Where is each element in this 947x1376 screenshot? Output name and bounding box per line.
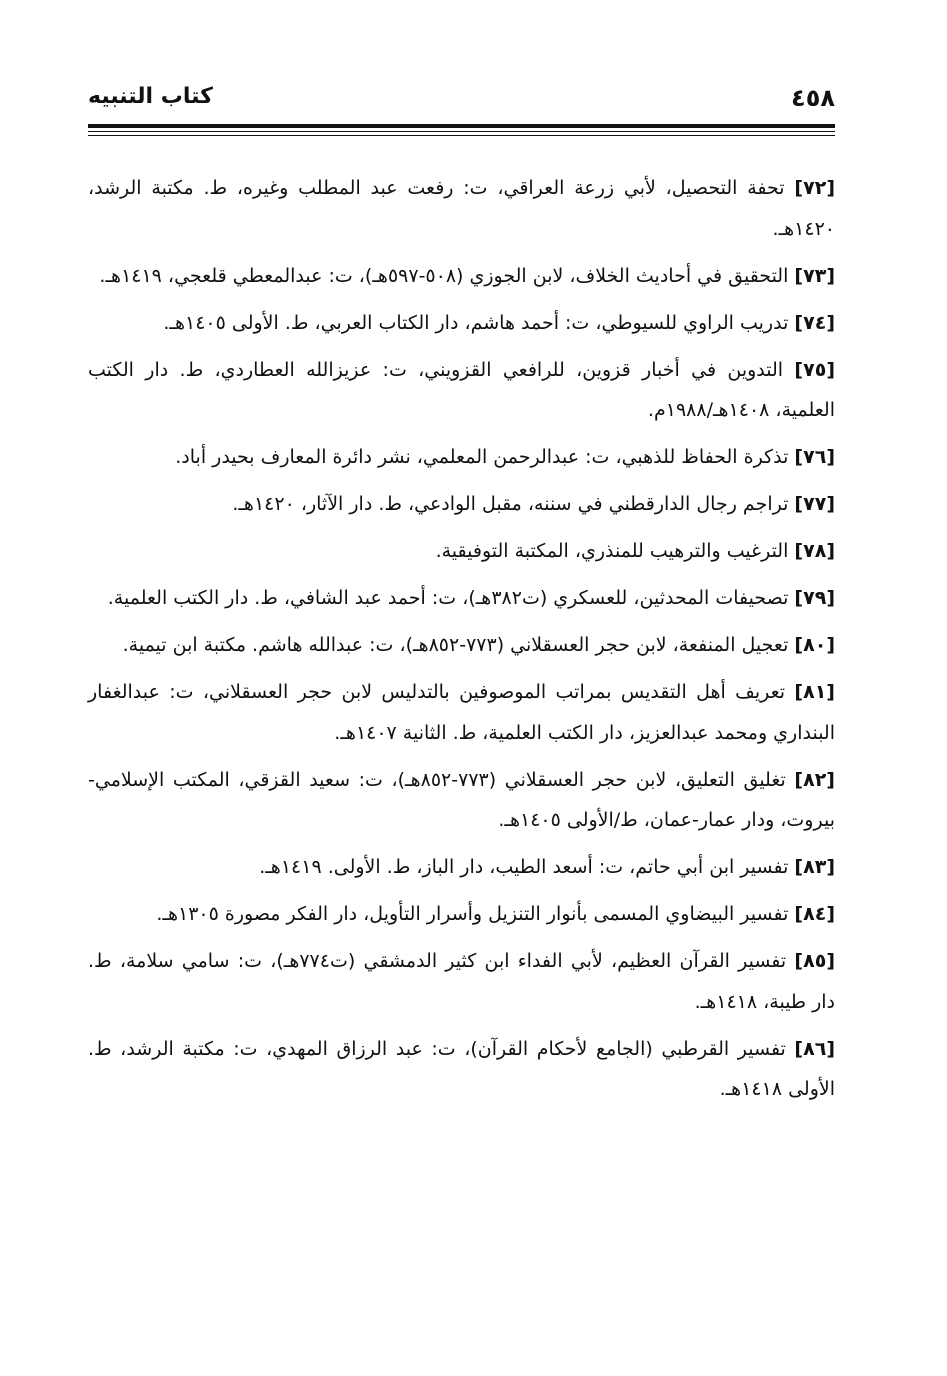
reference-entry: [88, 760, 835, 841]
reference-text: تذكرة الحفاظ للذهبي، ت: عبدالرحمن المعلمي، نشر دائرة المعارف بحيدر أباد.: [175, 446, 789, 468]
reference-number: [٨٤]: [794, 903, 835, 925]
reference-entry: [88, 256, 835, 297]
reference-number: [٧٨]: [794, 540, 835, 562]
reference-entry: [88, 484, 835, 525]
reference-number: [٧٥]: [794, 358, 835, 381]
reference-number: [٧٩]: [794, 587, 835, 609]
reference-text: تصحيفات المحدثين، للعسكري (ت٣٨٢هـ)، ت: أحمد عبد الشافي، ط. دار الكتب العلمية.: [107, 587, 789, 609]
reference-number: [٨١]: [794, 681, 835, 703]
reference-number: [٨٦]: [794, 1037, 835, 1060]
reference-number: [٧٣]: [794, 264, 835, 287]
reference-text: تغليق التعليق، لابن حجر العسقلاني (٧٧٣-٨٥٢هـ)، ت: سعيد القزقي، المكتب الإسلامي-بيروت، ودار عمار-عمان، ط/الأولى ١٤٠٥هـ.: [88, 768, 835, 831]
reference-entry: [88, 437, 835, 478]
reference-number: [٧٦]: [794, 446, 835, 468]
page-number: ٤٥٨: [791, 84, 835, 112]
reference-entry: [88, 578, 835, 619]
reference-number: [٧٤]: [794, 311, 835, 334]
header-rule-thin: [88, 131, 835, 132]
header-rule-thin: [88, 135, 835, 136]
header-rule-thick: [88, 124, 835, 128]
reference-text: تفسير البيضاوي المسمى بأنوار التنزيل وأسرار التأويل، دار الفكر مصورة ١٣٠٥هـ.: [156, 903, 789, 925]
reference-entry: [88, 303, 835, 344]
reference-list: [88, 168, 835, 1116]
reference-entry: [88, 1029, 835, 1110]
reference-entry: [88, 672, 835, 753]
reference-text: تفسير ابن أبي حاتم، ت: أسعد الطيب، دار الباز، ط. الأولى. ١٤١٩هـ.: [259, 856, 789, 878]
reference-number: [٨٣]: [794, 856, 835, 878]
reference-text: تراجم رجال الدارقطني في سننه، مقبل الوادعي، ط. دار الآثار، ١٤٢٠هـ.: [232, 493, 789, 515]
reference-number: [٨٠]: [794, 634, 835, 656]
running-head: [88, 82, 835, 118]
reference-number: [٧٢]: [794, 177, 835, 199]
reference-text: تعجيل المنفعة، لابن حجر العسقلاني (٧٧٣-٨٥٢هـ)، ت: عبدالله هاشم. مكتبة ابن تيمية.: [122, 634, 789, 656]
reference-number: [٨٢]: [794, 768, 835, 791]
reference-entry: [88, 531, 835, 572]
reference-entry: [88, 625, 835, 666]
reference-text: التدوين في أخبار قزوين، للرافعي القزويني، ت: عزيزالله العطاردي، ط. دار الكتب العلمية، ١٤٠٨هـ/١٩٨٨م.: [88, 358, 835, 421]
reference-entry: [88, 941, 835, 1022]
reference-number: [٨٥]: [794, 950, 835, 972]
reference-text: تحفة التحصيل، لأبي زرعة العراقي، ت: رفعت عبد المطلب وغيره، ط. مكتبة الرشد، ١٤٢٠هـ.: [88, 177, 835, 240]
reference-text: التحقيق في أحاديث الخلاف، لابن الجوزي (٥٠٨-٥٩٧هـ)، ت: عبدالمعطي قلعجي، ١٤١٩هـ.: [99, 264, 789, 287]
reference-entry: [88, 168, 835, 249]
reference-text: تفسير القرآن العظيم، لأبي الفداء ابن كثير الدمشقي (ت٧٧٤هـ)، ت: سامي سلامة، ط. دار طيبة، ١٤١٨هـ.: [88, 950, 835, 1013]
reference-entry: [88, 894, 835, 935]
reference-text: تعريف أهل التقديس بمراتب الموصوفين بالتدليس لابن حجر العسقلاني، ت: عبدالغفار البنداري ومحمد عبدالعزيز، دار الكتب العلمية، ط. الثانية ١٤٠٧هـ.: [88, 681, 835, 744]
reference-entry: [88, 350, 835, 431]
book-title: كتاب التنبيه: [88, 84, 213, 109]
reference-text: الترغيب والترهيب للمنذري، المكتبة التوفيقية.: [435, 540, 789, 562]
reference-entry: [88, 847, 835, 888]
reference-text: تدريب الراوي للسيوطي، ت: أحمد هاشم، دار الكتاب العربي، ط. الأولى ١٤٠٥هـ.: [163, 311, 789, 334]
reference-text: تفسير القرطبي (الجامع لأحكام القرآن)، ت: عبد الرزاق المهدي، ت: مكتبة الرشد، ط. الأولى ١٤١٨هـ.: [88, 1037, 835, 1100]
reference-number: [٧٧]: [794, 493, 835, 515]
